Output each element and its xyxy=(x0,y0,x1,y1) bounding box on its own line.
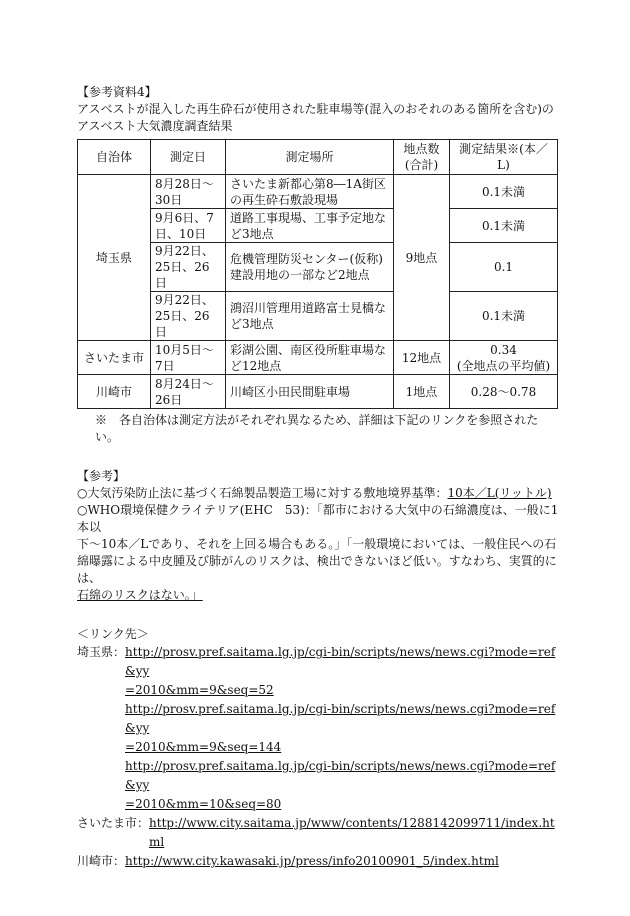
saitama-pref-link-1[interactable]: http://prosv.pref.saitama.lg.jp/cgi-bin/scripts/news/news.cgi?mode=ref&yy xyxy=(125,645,556,678)
cell-result: 0.1 xyxy=(450,243,558,292)
ref-line-5: 石綿のリスクはない。」 xyxy=(77,588,203,602)
table-header xyxy=(78,140,558,175)
header-authority: 自治体 xyxy=(78,140,151,175)
doc-heading: 【参考資料4】 xyxy=(77,85,157,99)
header-result: 測定結果※(本／L) xyxy=(450,140,558,175)
kawasaki-link[interactable]: http://www.city.kawasaki.jp/press/info20100901_5/index.html xyxy=(125,854,499,868)
cell-points: 12地点 xyxy=(394,341,450,375)
saitama-city-link[interactable]: http://www.city.saitama.jp/www/contents/1288142099711/index.html xyxy=(149,816,555,849)
kawasaki-label: 川崎市： xyxy=(77,854,126,868)
header-date: 測定日 xyxy=(151,140,226,175)
ref-heading: 【参考】 xyxy=(77,469,126,483)
cell-place: 鴻沼川管理用道路富士見橋など3地点 xyxy=(226,292,394,341)
saitama-pref-link-2-cont[interactable]: =2010&mm=9&seq=144 xyxy=(125,740,282,754)
cell-place: さいたま新都心第8―1A街区の再生砕石敷設現場 xyxy=(226,175,394,209)
links-heading: ＜リンク先＞ xyxy=(77,627,149,641)
cell-place: 道路工事現場、工事予定地など3地点 xyxy=(226,209,394,243)
result-value: 0.34 xyxy=(490,342,517,357)
cell-result: 0.28～0.78 xyxy=(450,375,558,409)
cell-authority: 埼玉県 xyxy=(78,175,151,341)
results-table xyxy=(77,139,558,409)
ref-line-1-text: ○大気汚染防止法に基づく石綿製品製造工場に対する敷地境界基準： xyxy=(77,486,448,500)
ref-line-1 xyxy=(77,485,560,502)
cell-place: 危機管理防災センター(仮称)建設用地の一部など2地点 xyxy=(226,243,394,292)
ref-line-1-standard: 10本／L(リットル) xyxy=(447,486,552,500)
cell-date: 9月22日、25日、26日 xyxy=(151,243,226,292)
ref-line-2: ○WHO環境保健クライテリア(EHC 53)：「都市における大気中の石綿濃度は、一般に1本以 xyxy=(77,503,559,534)
cell-authority: さいたま市 xyxy=(78,341,151,375)
cell-date: 10月5日～7日 xyxy=(151,341,226,375)
table-row xyxy=(78,375,558,409)
saitama-pref-link-1-cont[interactable]: =2010&mm=9&seq=52 xyxy=(125,683,274,697)
doc-title-line2: アスベスト大気濃度調査結果 xyxy=(77,119,233,133)
doc-title-line1: アスベストが混入した再生砕石が使用された駐車場等(混入のおそれのある箇所を含む)の xyxy=(77,102,554,116)
saitama-pref-row xyxy=(77,643,560,814)
saitama-pref-link-2[interactable]: http://prosv.pref.saitama.lg.jp/cgi-bin/scripts/news/news.cgi?mode=ref&yy xyxy=(125,702,556,735)
result-note: (全地点の平均値) xyxy=(456,358,551,373)
cell-result: 0.1未満 xyxy=(450,292,558,341)
cell-points: 9地点 xyxy=(394,175,450,341)
header-place: 測定場所 xyxy=(226,140,394,175)
saitama-city-label: さいたま市： xyxy=(77,816,150,830)
cell-result xyxy=(450,341,558,375)
kawasaki-row xyxy=(77,852,560,871)
saitama-pref-link-3[interactable]: http://prosv.pref.saitama.lg.jp/cgi-bin/scripts/news/news.cgi?mode=ref&yy xyxy=(125,759,556,792)
saitama-pref-links xyxy=(125,643,560,814)
cell-points: 1地点 xyxy=(394,375,450,409)
saitama-pref-link-3-cont[interactable]: =2010&mm=10&seq=80 xyxy=(125,797,282,811)
cell-result: 0.1未満 xyxy=(450,209,558,243)
spacer xyxy=(77,604,560,626)
ref-line-3: 下～10本／Lであり、それを上回る場合もある。」「一般環境においては、一般住民への石 xyxy=(77,537,557,551)
cell-date: 9月22日、25日、26日 xyxy=(151,292,226,341)
header-points: 地点数(合計) xyxy=(394,140,450,175)
cell-date: 8月28日～30日 xyxy=(151,175,226,209)
cell-place: 彩湖公園、南区役所駐車場など12地点 xyxy=(226,341,394,375)
footnote: ※ 各自治体は測定方法がそれぞれ異なるため、詳細は下記のリンクを参照されたい。 xyxy=(95,413,539,444)
spacer xyxy=(77,446,560,468)
ref-line-4: 綿曝露による中皮腫及び肺がんのリスクは、検出できないほど低い。すなわち、実質的には、 xyxy=(77,554,557,585)
cell-date: 8月24日～26日 xyxy=(151,375,226,409)
cell-authority: 川崎市 xyxy=(78,375,151,409)
cell-result: 0.1未満 xyxy=(450,175,558,209)
cell-place: 川崎区小田民間駐車場 xyxy=(226,375,394,409)
table-row xyxy=(78,175,558,209)
saitama-city-row xyxy=(77,814,560,852)
saitama-pref-label: 埼玉県： xyxy=(77,645,126,659)
cell-date: 9月6日、7日、10日 xyxy=(151,209,226,243)
table-row xyxy=(78,341,558,375)
